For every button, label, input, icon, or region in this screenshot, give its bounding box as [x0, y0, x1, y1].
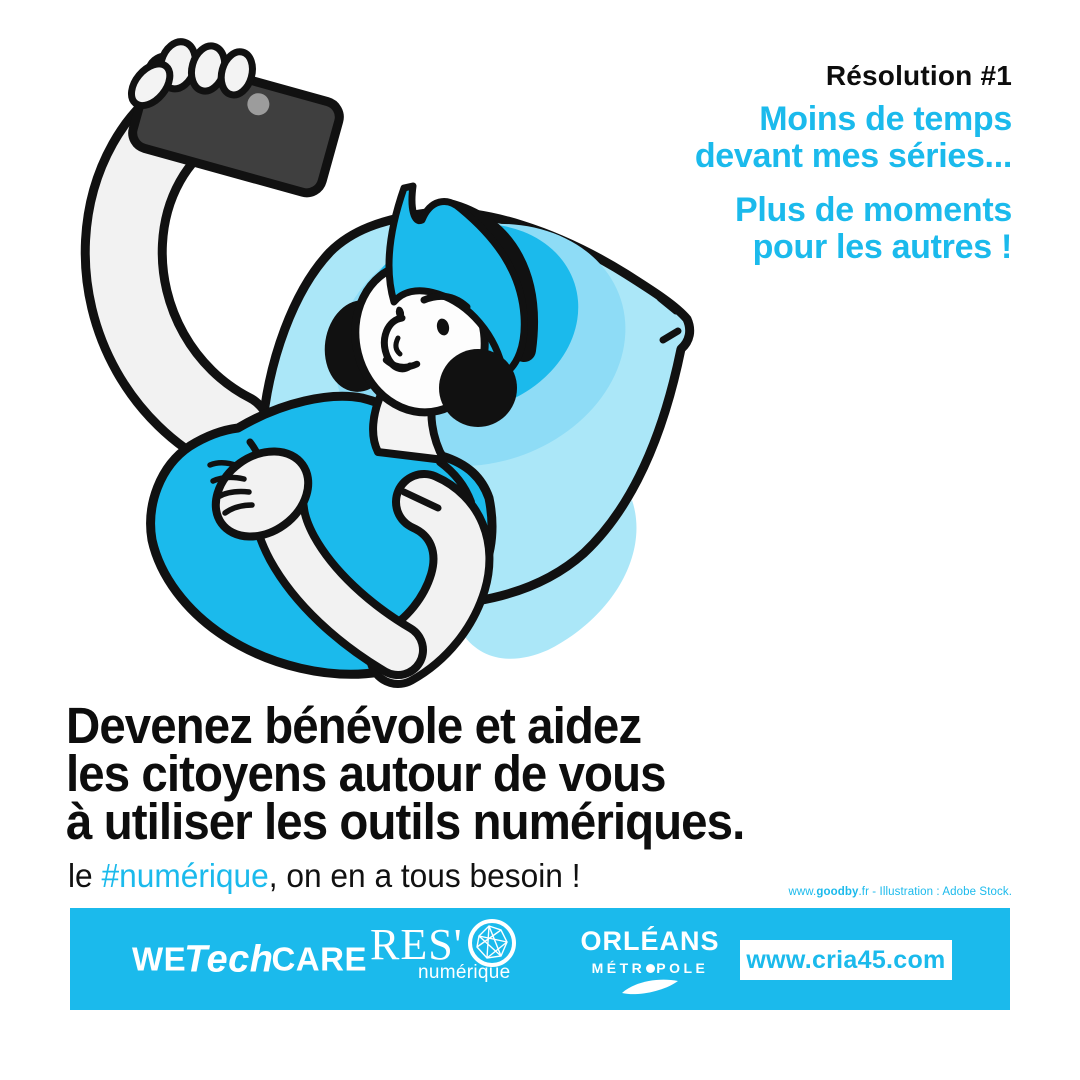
- resolution-block: [695, 60, 1012, 266]
- metropole-dot: [646, 964, 655, 973]
- resolution-line: devant mes séries...: [694, 137, 1012, 175]
- resolution-line: Plus de moments: [734, 191, 1012, 229]
- reso-numerique-logo: RES' numérique: [370, 920, 519, 984]
- headline-line-1: Devenez bénévole et aidez: [66, 697, 642, 754]
- credit-line: www.goodby.fr - Illustration : Adobe Stock.: [788, 886, 1012, 898]
- reso-numerique-sub: numérique: [418, 962, 511, 983]
- resolution-line: pour les autres !: [752, 228, 1012, 266]
- subline-pre: le: [68, 857, 102, 894]
- resolution-line: Moins de temps: [759, 100, 1012, 138]
- headline-line-3: à utiliser les outils numériques.: [66, 793, 745, 850]
- wetechcare-logo: WETechCARE: [132, 938, 367, 981]
- person-on-pillow-illustration: [0, 0, 720, 700]
- loire-swoosh-icon: [620, 978, 680, 998]
- headphones-right-cup: [439, 349, 517, 427]
- website-box: [740, 940, 952, 980]
- resolution-label: Résolution #1: [825, 60, 1012, 91]
- hashtag-numerique: #numérique: [101, 857, 269, 894]
- footer-bar: [70, 908, 1010, 1010]
- subline: [68, 857, 581, 895]
- subline-post: , on en a tous besoin !: [268, 857, 581, 894]
- headline-line-2: les citoyens autour de vous: [66, 745, 666, 802]
- website-url: www.cria45.com: [746, 945, 946, 974]
- orleans-metropole-logo: ORLÉANS MÉTR POLE: [558, 926, 742, 1003]
